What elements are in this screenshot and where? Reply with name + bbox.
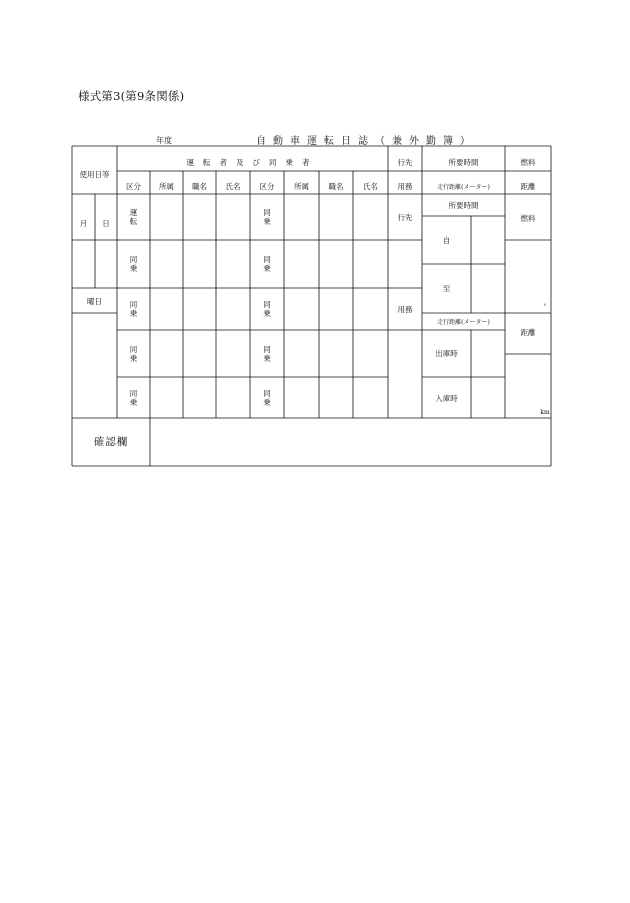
name-header: 氏名 (225, 182, 241, 191)
return-time-label: 入庫時 (435, 394, 458, 403)
distance-label: 距離 (520, 328, 536, 337)
to-label: 至 (442, 284, 451, 293)
usage-date-header: 使用日等 (79, 170, 110, 179)
affiliation-header-2: 所属 (294, 182, 309, 191)
fuel-label: 燃料 (520, 214, 536, 223)
passenger-category-8: 同乗 (263, 300, 271, 318)
year-label: 年度 (156, 136, 172, 145)
passenger-category-4: 同乗 (129, 345, 138, 363)
confirm-label: 確認欄 (93, 436, 129, 448)
job-title-header: 職名 (192, 182, 207, 191)
drivers-passengers-header: 運転者及び同乗者 (186, 158, 319, 167)
passenger-category-6: 同乗 (263, 208, 271, 226)
business-label: 用務 (397, 305, 413, 314)
name-header-2: 氏名 (363, 182, 378, 191)
passenger-category-5: 同乗 (129, 389, 138, 407)
time-required-header: 所要時間 (448, 158, 479, 167)
log-title: 自動車運転日誌（兼外勤簿） (256, 136, 477, 147)
distance-meter-label: 走行距離(メーター) (437, 319, 490, 326)
depart-time-label: 出庫時 (435, 349, 458, 358)
liter-unit: ℓ (544, 302, 546, 307)
passenger-category-9: 同乗 (263, 345, 271, 363)
business-header: 用務 (397, 182, 413, 191)
passenger-category-2: 同乗 (129, 255, 138, 273)
destination-label: 行先 (397, 213, 413, 222)
distance-meter-header: 走行距離(メーター) (437, 184, 490, 191)
category-header-2: 区分 (259, 182, 275, 191)
time-required-label: 所要時間 (448, 201, 479, 210)
day-label: 日 (102, 219, 110, 228)
km-unit: km (540, 409, 550, 416)
from-label: 自 (442, 236, 451, 245)
form-title: 様式第3(第9条関係) (78, 89, 185, 103)
destination-header: 行先 (397, 158, 413, 167)
job-title-header-2: 職名 (328, 182, 344, 191)
weekday-label: 曜日 (87, 297, 102, 306)
passenger-category-7: 同乗 (263, 255, 271, 273)
driver-category-1: 運転 (129, 208, 138, 226)
category-header: 区分 (126, 182, 141, 191)
affiliation-header: 所属 (159, 182, 174, 191)
fuel-header: 燃料 (520, 158, 536, 167)
month-label: 月 (79, 219, 88, 228)
passenger-category-3: 同乗 (129, 300, 138, 318)
distance-header: 距離 (520, 182, 536, 191)
passenger-category-10: 同乗 (263, 389, 271, 407)
